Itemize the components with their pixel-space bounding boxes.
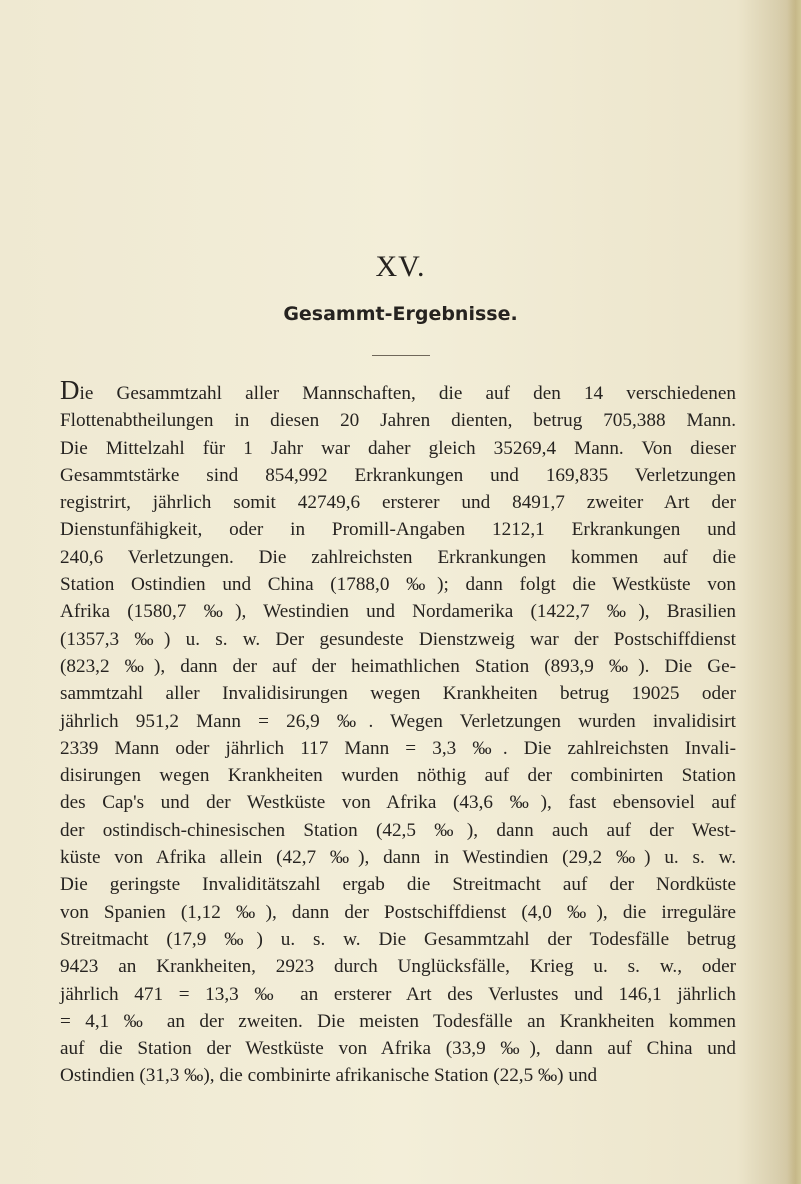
text-line: von Spanien (1,12 ‰), dann der Postschiffdienst (4,0 ‰), die irreguläre [60,901,736,923]
text-line: 2339 Mann oder jährlich 117 Mann = 3,3 ‰. Die zahlreichsten Invali- [60,737,736,759]
text-line [60,375,736,407]
text-line: registrirt, jährlich somit 42749,6 ersterer und 8491,7 zweiter Art der [60,492,736,514]
drop-initial: D [60,375,80,405]
text-line: disirungen wegen Krankheiten wurden nöthig auf der combinirten Station [60,765,736,787]
text-line: = 4,1 ‰ an der zweiten. Die meisten Todesfälle an Krankheiten kommen [60,1010,736,1032]
text-line: jährlich 951,2 Mann = 26,9 ‰. Wegen Verletzungen wurden invalidisirt [60,710,736,732]
text-line: Die Mittelzahl für 1 Jahr war daher gleich 35269,4 Mann. Von dieser [60,437,736,459]
text-line: des Cap's und der Westküste von Afrika (43,6 ‰), fast ebensoviel auf [60,792,736,814]
text-line: 9423 an Krankheiten, 2923 durch Unglücksfälle, Krieg u. s. w., oder [60,956,736,978]
body-paragraph [60,375,736,1090]
text-line: Die geringste Invaliditätszahl ergab die Streitmacht auf der Nordküste [60,874,736,896]
text-line: Flottenabtheilungen in diesen 20 Jahren dienten, betrug 705,388 Mann. [60,410,736,432]
text-line: Dienstunfähigkeit, oder in Promill-Angaben 1212,1 Erkrankungen und [60,519,736,541]
text-line: Afrika (1580,7 ‰), Westindien und Nordamerika (1422,7 ‰), Brasilien [60,601,736,623]
text-line: sammtzahl aller Invalidisirungen wegen Krankheiten betrug 19025 oder [60,683,736,705]
text-line: jährlich 471 = 13,3 ‰ an ersterer Art des Verlustes und 146,1 jährlich [60,983,736,1005]
title-divider [372,355,430,356]
text-line: der ostindisch-chinesischen Station (42,5 ‰), dann auch auf der West- [60,819,736,841]
text-line: Streitmacht (17,9 ‰) u. s. w. Die Gesammtzahl der Todesfälle betrug [60,928,736,950]
text-line: Ostindien (31,3 ‰), die combinirte afrikanische Station (22,5 ‰) und [60,1065,598,1087]
chapter-number: XV. [375,250,426,283]
text-line: Gesammtstärke sind 854,992 Erkrankungen und 169,835 Verletzungen [60,464,736,486]
text-line-content: ie Gesammtzahl aller Mannschaften, die auf den 14 verschiedenen [79,383,736,404]
text-line: küste von Afrika allein (42,7 ‰), dann in Westindien (29,2 ‰) u. s. w. [60,847,736,869]
text-line: (823,2 ‰), dann der auf der heimathlichen Station (893,9 ‰). Die Ge- [60,655,736,677]
text-line: (1357,3 ‰) u. s. w. Der gesundeste Dienstzweig war der Postschiffdienst [60,628,736,650]
text-line: Station Ostindien und China (1788,0 ‰); dann folgt die Westküste von [60,574,736,596]
chapter-title: Gesammt-Ergebnisse. [283,303,518,325]
text-line: auf die Station der Westküste von Afrika (33,9 ‰), dann auf China und [60,1038,736,1060]
page-edge [787,0,801,1184]
text-line: 240,6 Verletzungen. Die zahlreichsten Erkrankungen kommen auf die [60,546,736,568]
